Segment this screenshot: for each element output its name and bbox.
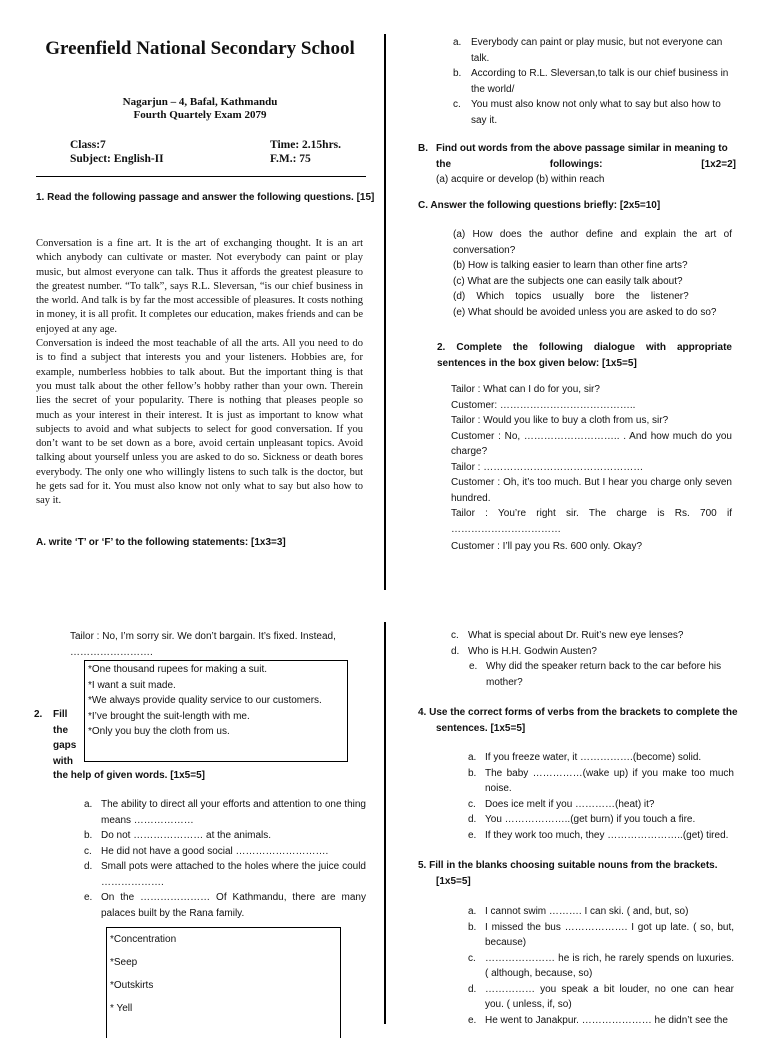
school-name: Greenfield National Secondary School [45, 38, 355, 59]
tf-statements [453, 35, 736, 128]
fill-word-4: with [53, 755, 73, 767]
box-option-1: *One thousand rupees for making a suit. [88, 664, 267, 675]
box-option-4: *I’ve brought the suit-length with me. [88, 710, 250, 722]
q4-item-d-marker: d. [468, 814, 477, 825]
section-b-heading [418, 141, 736, 172]
q4-item-c-marker: c. [468, 798, 476, 810]
dialogue-line-3: Tailor : Would you like to buy a cloth from us, sir? [451, 415, 669, 426]
section-b-line1: Find out words from the above passage similar in meaning to [436, 143, 728, 154]
dialogue-line-8: Customer : I’ll pay you Rs. 600 only. Okay? [451, 541, 643, 552]
remaining-q-c-marker: c. [451, 630, 459, 641]
q4-item-d [468, 812, 734, 828]
q5-item-a [468, 904, 734, 920]
dialogue-line-1: Tailor : What can I do for you, sir? [451, 384, 600, 395]
page2-column-divider [384, 622, 386, 1024]
q5-item-a-marker: a. [468, 906, 477, 917]
dialogue-line-2: Customer: ………………………………….. [451, 399, 636, 411]
remaining-q-e-text: Why did the speaker return back to the car before his mother? [486, 661, 722, 688]
q5-item-c [468, 951, 734, 982]
remaining-q-c-text: What is special about Dr. Ruit’s new eye lenses? [468, 630, 684, 641]
fill-word-3: gaps [53, 740, 77, 751]
fill-word-2: the [53, 724, 68, 736]
section-b-marker: B. [418, 143, 428, 154]
q4-item-a-marker: a. [468, 752, 477, 763]
q2-heading: 2. Complete the following dialogue with appropriate sentences in the box given below: [1x5=5] [437, 342, 732, 369]
exam-title: Fourth Quartely Exam 2079 [133, 109, 267, 121]
statement-a [453, 35, 736, 66]
school-address: Nagarjun – 4, Bafal, Kathmandu [122, 96, 278, 108]
q5-items [468, 904, 734, 1028]
word-choices-box [106, 927, 341, 1038]
remaining-q-e-marker: e. [469, 661, 478, 672]
remaining-q-d [451, 644, 736, 660]
time-label: Time: 2.15hrs. [270, 139, 342, 151]
fill-gaps-number: 2. [34, 709, 43, 720]
statement-a-marker: a. [453, 37, 462, 48]
q4-item-b-text: The baby ……………(wake up) if you make too much noise. [485, 767, 734, 794]
box-option-3: *We always provide quality service to our customers. [88, 695, 322, 706]
tailor-line [70, 629, 366, 660]
q5-item-d [468, 982, 734, 1013]
statement-c-text: You must also know not only what to say but also how to say it. [471, 99, 721, 126]
question-e: (e) What should be avoided unless you are asked to do so? [453, 306, 717, 318]
fill-item-e-marker: e. [84, 892, 93, 903]
fill-item-a-marker: a. [84, 799, 93, 810]
section-b-words: (a) acquire or develop (b) within reach [436, 174, 605, 185]
fill-gaps-tail: the help of given words. [1x5=5] [53, 770, 205, 781]
dialogue-line-5: Tailor : ………………………………………… [451, 461, 644, 473]
tailor-line-dots: ……………………. [70, 646, 153, 658]
short-questions [453, 227, 732, 320]
fill-item-a [84, 797, 366, 828]
answer-options-box [84, 660, 348, 762]
dialogue [451, 382, 732, 555]
q5-item-b-marker: b. [468, 921, 477, 933]
q4-item-e [468, 828, 734, 844]
statement-c-marker: c. [453, 99, 461, 110]
statement-b-text: According to R.L. Sleversan,to talk is our chief business in the world/ [471, 68, 729, 95]
q5-item-e-marker: e. [468, 1014, 477, 1026]
fill-item-a-text: The ability to direct all your efforts and attention to one thing means ……………… [101, 799, 366, 826]
tailor-line-text: Tailor : No, I’m sorry sir. We don’t bargain. It’s fixed. Instead, [70, 631, 336, 642]
box-option-5: *Only you buy the cloth from us. [88, 726, 230, 737]
dialogue-line-7: Tailor : You’re right sir. The charge is Rs. 700 if …………………………… [451, 508, 732, 535]
passage-paragraph-2: Conversation is indeed the most teachable of all the arts. All you need to do is to find a subject that interests you and your listeners. Hobbies are, for example, numberless hobbies to talk about. But the important thing is that you must talk about the other fellow’s hobby rather than your own. Therein lies the secret of your popularity. There is nothing that pleases people so much as your interest in their interest. It is just as important to know what subjects to avoid and what subjects to select for good conversation. If you don’t want to be set down as a bore, avoid certain unpleasant topics. Avoid talking about yourself unless you are asked to do so. Sickness or death bores everybody. The only one who willingly listens to such talk is the doctor, but he gets sad for it. You must also know not only what to say but also how to say it. [36, 338, 363, 507]
fill-gaps-words [53, 707, 83, 769]
word-choice-2: *Seep [110, 957, 138, 968]
section-c-heading: C. Answer the following questions briefly: [2x5=10] [418, 200, 661, 211]
statement-a-text: Everybody can paint or play music, but not everyone can talk. [471, 37, 723, 64]
q4-item-c-text: Does ice melt if you …………(heat) it? [485, 798, 655, 810]
fill-item-d-text: Small pots were attached to the holes where the juice could ………………. [101, 861, 366, 888]
fill-item-b-marker: b. [84, 830, 93, 841]
question-b: (b) How is talking easier to learn than other fine arts? [453, 260, 688, 271]
fill-item-c-marker: c. [84, 845, 92, 857]
q5-item-a-text: I cannot swim ………. I can ski. ( and, but, so) [485, 906, 689, 917]
remaining-q-e [451, 659, 736, 690]
q5-item-e [468, 1013, 734, 1029]
q4-item-b-marker: b. [468, 767, 477, 779]
statement-c [453, 97, 736, 128]
statement-b [453, 66, 736, 97]
q5-item-d-marker: d. [468, 983, 477, 995]
fill-word-1: Fill [53, 709, 68, 720]
question-d: (d) Which topics usually bore the listener? [453, 291, 689, 302]
statement-b-marker: b. [453, 68, 462, 79]
q5-item-c-marker: c. [468, 952, 476, 964]
q4-item-d-text: You ………………..(get burn) if you touch a fire. [485, 814, 696, 825]
subject-label: Subject: English-II [70, 153, 164, 165]
q4-item-e-marker: e. [468, 829, 477, 841]
passage-paragraph-1: Conversation is a fine art. It is the art of exchanging thought. It is an art which anybody can cultivate or master. Not everybody can paint or play music, but almost everyone can talk. Thus it affords the greatest pleasure to the greatest number. “To talk”, says R.L. Sleversan, “is our chief business in the world. And talk is by far the most accessible of pleasures. It costs nothing in money, it is all profit. It completes our education, makes friends and can be enjoyed at any age. [36, 238, 363, 335]
remaining-questions [451, 628, 736, 690]
q4-item-c [468, 797, 734, 813]
q5-item-b-text: I missed the bus ………………. I got up late. ( so, but, because) [485, 921, 734, 948]
q5-item-c-text: ………………… he is rich, he rarely spends on luxuries. ( although, because, so) [485, 952, 734, 979]
remaining-q-d-text: Who is H.H. Godwin Austen? [468, 645, 597, 657]
fill-item-c-text: He did not have a good social ………………………. [101, 845, 329, 857]
full-marks-label: F.M.: 75 [270, 153, 311, 165]
word-choice-3: *Outskirts [110, 980, 154, 991]
fill-item-d [84, 859, 366, 890]
box-option-2: *I want a suit made. [88, 679, 176, 691]
word-choice-4: * Yell [110, 1003, 133, 1014]
section-b [418, 141, 736, 188]
q4-item-a [468, 750, 734, 766]
q5-item-d-text: …………… you speak a bit louder, no one can hear you. ( unless, if, so) [485, 983, 734, 1010]
q5-item-e-text: He went to Janakpur. ………………… he didn’t see the [485, 1014, 728, 1026]
section-a-heading: A. write ‘T’ or ‘F’ to the following statements: [1x3=3] [36, 537, 286, 548]
q4-item-a-text: If you freeze water, it …………….(become) solid. [485, 752, 702, 763]
fill-item-b-text: Do not ………………… at the animals. [101, 830, 272, 841]
fill-item-e [84, 890, 366, 921]
section-b-followings: followings: [549, 158, 603, 170]
section-b-marks: [1x2=2] [701, 158, 736, 170]
class-label: Class:7 [70, 139, 106, 151]
fill-item-b [84, 828, 366, 844]
section-b-line2 [436, 157, 736, 173]
q1-heading: 1. Read the following passage and answer the following questions. [15] [36, 192, 375, 203]
remaining-q-c [451, 628, 736, 644]
q5-item-b [468, 920, 734, 951]
word-choice-1: *Concentration [110, 934, 177, 945]
page1-column-divider [384, 34, 386, 590]
question-c: (c) What are the subjects one can easily talk about? [453, 275, 683, 287]
q4-heading: 4. Use the correct forms of verbs from the brackets to complete the sentences. [1x5=5] [418, 707, 738, 734]
section-b-the: the [436, 158, 451, 170]
reading-passage [36, 237, 363, 509]
fill-item-c [84, 844, 366, 860]
fill-items [84, 797, 366, 921]
fill-item-d-marker: d. [84, 861, 93, 872]
q5-heading: 5. Fill in the blanks choosing suitable nouns from the brackets. [1x5=5] [418, 860, 718, 887]
q4-items [468, 750, 734, 843]
remaining-q-d-marker: d. [451, 645, 460, 657]
q4-item-e-text: If they work too much, they …………………..(get) tired. [485, 829, 729, 841]
dialogue-line-4: Customer : No, ……………………….. . And how much do you charge? [451, 430, 732, 457]
fill-item-e-text: On the ………………… Of Kathmandu, there are many palaces built by the Rana family. [101, 892, 366, 919]
q4-item-b [468, 766, 734, 797]
header-rule [36, 176, 366, 177]
question-a: (a) How does the author define and explain the art of conversation? [453, 229, 732, 256]
dialogue-line-6: Customer : Oh, it’s too much. But I hear you charge only seven hundred. [451, 477, 732, 504]
